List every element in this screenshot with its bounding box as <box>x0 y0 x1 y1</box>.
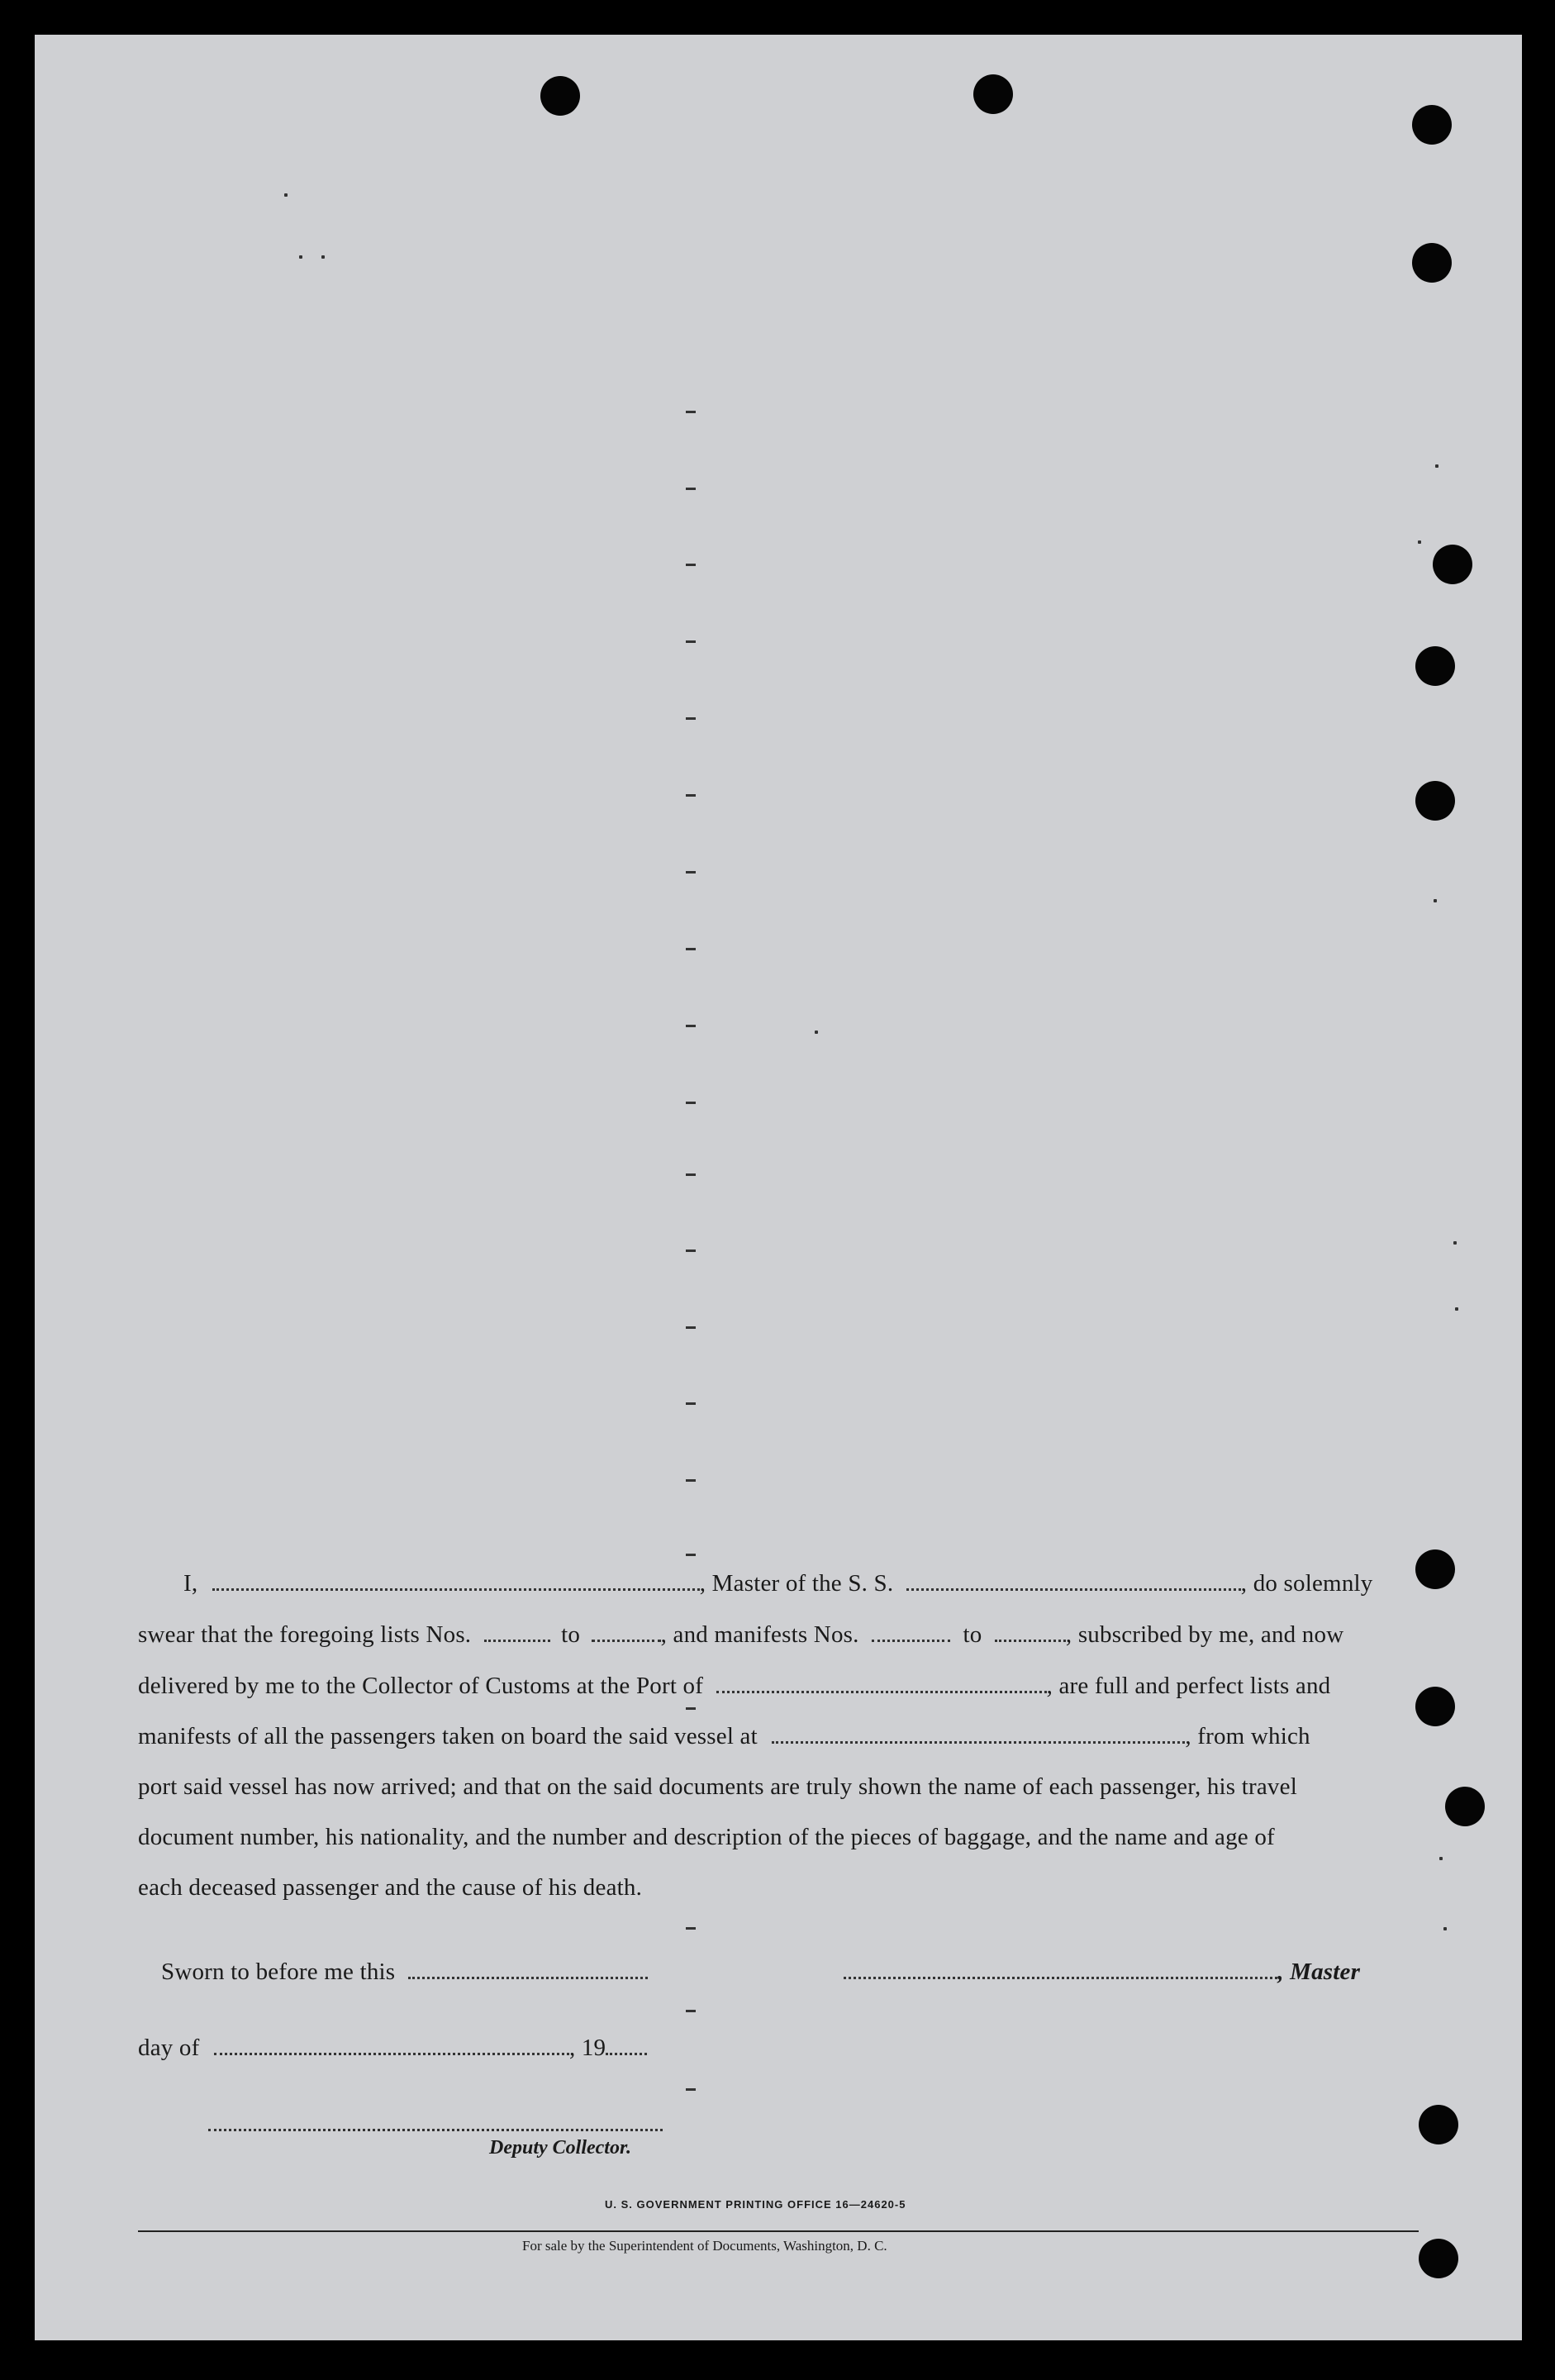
fold-mark <box>686 1326 696 1329</box>
fold-mark <box>686 1250 696 1252</box>
day-month-blank[interactable] <box>214 2036 569 2055</box>
lists-to-label: to <box>561 1621 581 1648</box>
deputy-collector-label: Deputy Collector. <box>489 2137 631 2159</box>
lists-to-blank[interactable] <box>592 1623 661 1642</box>
form-sheet <box>35 35 1522 2340</box>
manifests-nos-label: , and manifests Nos. <box>660 1621 859 1648</box>
oath-line-3 <box>138 1673 1419 1700</box>
subscribed-label: , subscribed by me, and now <box>1065 1621 1344 1648</box>
fold-mark <box>686 1025 696 1027</box>
punch-hole-right-5 <box>1415 781 1455 821</box>
departure-port-blank[interactable] <box>772 1725 1185 1744</box>
full-perfect-label: , are full and perfect lists and <box>1046 1673 1331 1699</box>
speck <box>1453 1241 1457 1245</box>
fold-mark <box>686 871 696 873</box>
speck <box>321 255 325 259</box>
oath-line-1 <box>138 1570 1419 1597</box>
oath-line-5 <box>138 1773 1419 1801</box>
manifests-to-blank[interactable] <box>995 1623 1066 1642</box>
from-which-label: , from which <box>1185 1723 1310 1749</box>
footer-rule <box>138 2230 1419 2232</box>
speck <box>1435 464 1438 468</box>
fold-mark <box>686 564 696 566</box>
master-of-ss-label: , Master of the S. S. <box>699 1570 894 1597</box>
oath-line-7 <box>138 1874 1419 1902</box>
fold-mark <box>686 1554 696 1556</box>
punch-hole-top-1 <box>540 76 580 116</box>
printing-office-imprint: U. S. GOVERNMENT PRINTING OFFICE 16—24620-5 <box>605 2198 906 2211</box>
fold-mark <box>686 2088 696 2091</box>
port-blank[interactable] <box>716 1674 1047 1693</box>
master-signature-blank[interactable] <box>844 1960 1277 1979</box>
vessel-name-blank[interactable] <box>906 1572 1241 1591</box>
oath-line-4 <box>138 1723 1419 1750</box>
year-label: , 19 <box>568 2035 606 2061</box>
punch-hole-right-3 <box>1433 545 1472 584</box>
manifests-to-label: to <box>963 1621 982 1648</box>
fold-mark <box>686 1402 696 1405</box>
day-of-label: day of <box>138 2035 200 2061</box>
master-label: , Master <box>1277 1959 1361 1985</box>
punch-hole-right-2 <box>1412 243 1452 283</box>
punch-hole-right-9 <box>1419 2105 1458 2144</box>
speck <box>815 1031 818 1034</box>
sworn-date-blank[interactable] <box>408 1960 648 1979</box>
solemnly-label: , do solemnly <box>1240 1570 1373 1597</box>
punch-hole-right-8 <box>1445 1787 1485 1826</box>
speck <box>1418 540 1421 544</box>
fold-mark <box>686 1927 696 1930</box>
speck <box>1455 1307 1458 1311</box>
oath-text-6: document number, his nationality, and the number and description of the pieces of baggage, and the name and age of <box>138 1824 1275 1850</box>
fold-mark <box>686 488 696 490</box>
deputy-signature-line[interactable] <box>208 2129 663 2131</box>
speck <box>1443 1927 1447 1930</box>
speck <box>284 193 288 197</box>
punch-hole-right-7 <box>1415 1687 1455 1726</box>
fold-mark <box>686 1173 696 1176</box>
sworn-label: Sworn to before me this <box>161 1959 396 1985</box>
punch-hole-right-10 <box>1419 2239 1458 2278</box>
oath-text-5: port said vessel has now arrived; and that on the said documents are truly shown the name of each passenger, his travel <box>138 1773 1297 1800</box>
speck <box>1439 1857 1443 1860</box>
day-of-line <box>138 2035 1419 2062</box>
fold-mark <box>686 717 696 720</box>
punch-hole-right-1 <box>1412 105 1452 145</box>
lists-from-blank[interactable] <box>484 1623 550 1642</box>
fold-mark <box>686 411 696 413</box>
year-blank[interactable] <box>606 2036 647 2055</box>
oath-line-6 <box>138 1824 1419 1851</box>
fold-mark <box>686 1707 696 1710</box>
speck <box>1434 899 1437 902</box>
fold-mark <box>686 948 696 950</box>
sale-notice: For sale by the Superintendent of Documents, Washington, D. C. <box>522 2238 887 2254</box>
sworn-line <box>138 1959 1419 1986</box>
fold-mark <box>686 640 696 643</box>
fold-mark <box>686 1102 696 1104</box>
fold-mark <box>686 1479 696 1482</box>
manifests-from-blank[interactable] <box>872 1623 950 1642</box>
taken-on-board-label: manifests of all the passengers taken on board the said vessel at <box>138 1723 758 1749</box>
fold-mark <box>686 2010 696 2012</box>
lists-nos-label: swear that the foregoing lists Nos. <box>138 1621 472 1648</box>
oath-line-2 <box>138 1621 1419 1649</box>
punch-hole-right-6 <box>1415 1549 1455 1589</box>
speck <box>299 255 302 259</box>
punch-hole-right-4 <box>1415 646 1455 686</box>
oath-i-label: I, <box>183 1570 198 1597</box>
fold-mark <box>686 794 696 797</box>
name-blank[interactable] <box>212 1572 700 1591</box>
punch-hole-top-2 <box>973 74 1013 114</box>
oath-text-7: each deceased passenger and the cause of his death. <box>138 1874 643 1901</box>
port-of-label: delivered by me to the Collector of Customs at the Port of <box>138 1673 704 1699</box>
